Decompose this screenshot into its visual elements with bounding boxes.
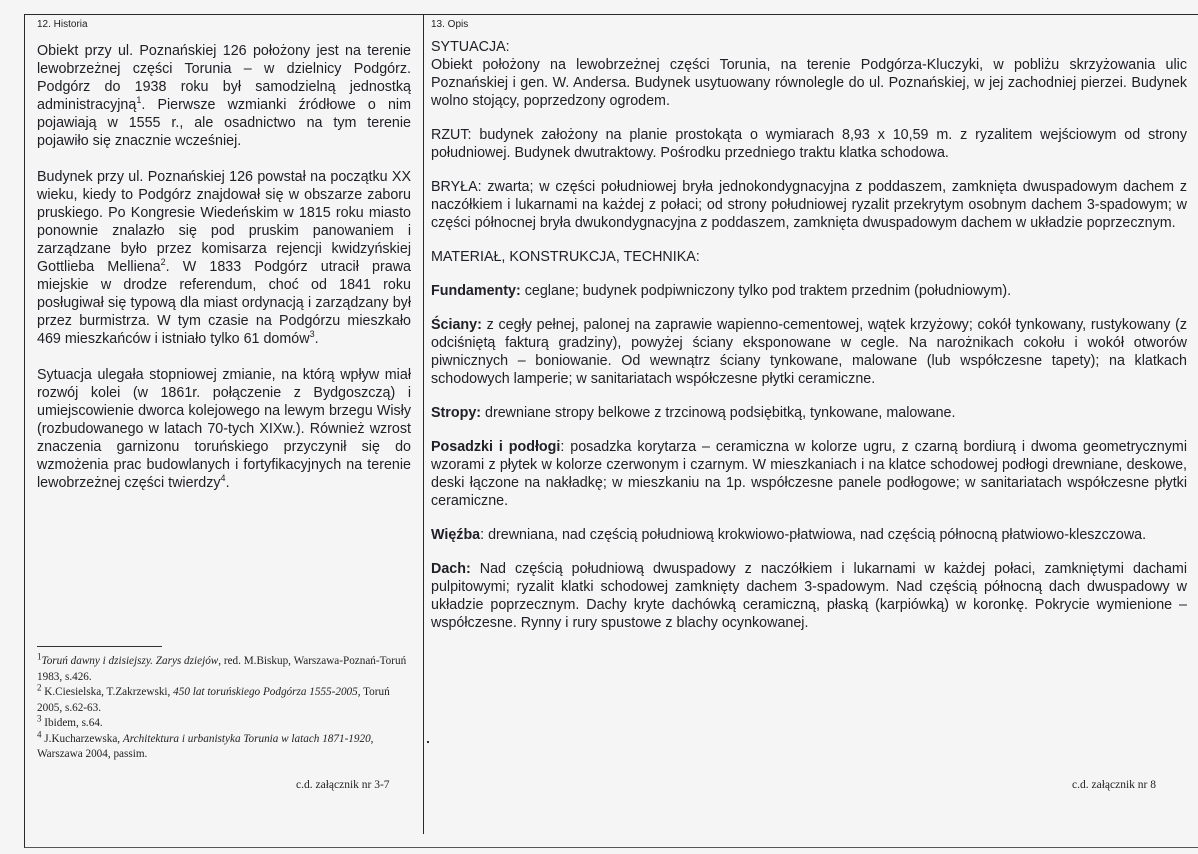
history-paragraph-3: Sytuacja ulegała stopniowej zmianie, na którą wpływ miał rozwój kolei (w 1861r. połączenie z Bydgoszczą) i umiejscowienie dworca kolejowego na lewym brzegu Wisły (rozbudowanego w latach 70-tych XIXw.). Również wzrost znaczenia garnizonu toruńskiego przyczynił się do wzmożenia prac budowlanych i fortyfikacyjnych na terenie lewobrzeżnej części twierdzy$^4$. <box>37 367 411 491</box>
footnotes <box>37 651 412 763</box>
footnote-2: $^2$ K.Ciesielska, T.Zakrzewski, 450 lat toruńskiego Podgórza 1555-2005, Toruń 2005, s.62-63. <box>37 682 390 714</box>
fundamenty-paragraph: Fundamenty: ceglane; budynek podpiwniczony tylko pod traktem przednim (południowym). <box>431 283 1012 299</box>
right-page-note: c.d. załącznik nr 8 <box>1072 779 1156 791</box>
rzut-paragraph: RZUT: budynek założony na planie prostokąta o wymiarach 8,93 x 10,59 m. z ryzalitem wejściowym od strony południowej. Budynek dwutraktowy. Pośrodku przedniego traktu klatka schodowa. <box>431 127 1187 161</box>
sciany-paragraph: Ściany: z cegły pełnej, palonej na zaprawie wapienno-cementowej, wątek krzyżowy; cokół tynkowany, rustykowany (z odciśniętą fakturą gradziny), powyżej ściany eksponowane w cegle. Na narożnikach cokołu i wokół otworów piwnicznych – boniowanie. Od wewnątrz ściany tynkowane, malowane (lub współczesne tapety); na klatkach schodowych lamperie; w sanitariatach współczesne płytki ceramiczne. <box>431 317 1187 387</box>
bryla-paragraph: BRYŁA: zwarta; w części południowej bryła jednokondygnacyjna z poddaszem, zamknięta dwuspadowym dachem z naczółkiem i lukarnami na każdej z połaci; od strony południowej ryzalit przekrytym osobnym dachem 3-spadowym; w części północnej bryła dwukondygnacyjna z poddaszem, zamknięta dwuspadowym dachem w układzie poprzecznym. <box>431 179 1187 231</box>
stray-dot <box>427 741 429 743</box>
history-paragraph-1: Obiekt przy ul. Poznańskiej 126 położony jest na terenie lewobrzeżnej części Torunia – w dzielnicy Podgórz. Podgórz do 1938 roku był samodzielną jednostką administracyjną$^1$. Pierwsze wzmianki źródłowe o nim pojawiają w 1555 r., ale osadnictwo na tym terenie pojawiło się znacznie wcześniej. <box>37 43 411 149</box>
history-body <box>37 42 411 510</box>
sytuacja-heading: SYTUACJA: <box>431 39 510 55</box>
description-column <box>424 14 1196 846</box>
footnote-separator <box>37 646 162 647</box>
footnote-ref-2: 2 <box>160 257 166 268</box>
footnote-3: $^3$ Ibidem, s.64. <box>37 713 103 729</box>
posadzki-paragraph: Posadzki i podłogi: posadzka korytarza – ceramiczna w kolorze ugru, z czarną bordiurą i dwoma geometrycznymi wzorami z płytek w kolorze czerwonym i czarnym. W mieszkaniach i na klatce schodowej podłogi drewniane, deskowe, deski łączone na nakładkę; w mieszkaniu na 1p. współczesne panele podłogowe; w sanitariatach współczesne płytki ceramiczne. <box>431 439 1187 509</box>
wiezba-paragraph: Więźba: drewniana, nad częścią południową krokwiowo-płatwiowa, nad częścią północną płatwiowo-kleszczowa. <box>431 527 1147 543</box>
history-column <box>24 14 423 846</box>
footnote-ref-4: 4 <box>220 473 226 484</box>
history-section-title: 12. Historia <box>37 19 88 30</box>
sytuacja-block <box>431 38 1187 110</box>
description-section-title: 13. Opis <box>431 19 469 30</box>
description-body <box>431 38 1187 648</box>
left-page-note: c.d. załącznik nr 3-7 <box>296 779 390 791</box>
footnote-ref-3: 3 <box>309 329 315 340</box>
footnote-1: $^1$Toruń dawny i dzisiejszy. Zarys dziejów, red. M.Biskup, Warszawa-Poznań-Toruń 1983, s.426. <box>37 651 407 683</box>
dach-paragraph: Dach: Nad częścią południową dwuspadowy z naczółkiem i lukarnami w każdej połaci, zamkniętymi dachami pulpitowymi; ryzalit klatki schodowej zamknięty dachem 3-spadowym. Nad częścią północną dach dwuspadowy w układzie poprzecznym. Dachy kryte dachówką ceramiczną, płaską (karpiówką) w koronkę. Pokrycie wymienione – współczesne. Rynny i rury spustowe z blachy ocynkowanej. <box>431 561 1187 631</box>
material-heading: MATERIAŁ, KONSTRUKCJA, TECHNIKA: <box>431 249 700 265</box>
stropy-paragraph: Stropy: drewniane stropy belkowe z trzcinową podsiębitką, tynkowane, malowane. <box>431 405 956 421</box>
footnote-ref-1: 1 <box>136 95 142 106</box>
footnote-4: $^4$ J.Kucharzewska, Architektura i urbanistyka Torunia w latach 1871-1920, Warszawa 2004, passim. <box>37 728 374 760</box>
sytuacja-text: Obiekt położony na lewobrzeżnej części Torunia, na terenie Podgórza-Kluczyki, w pobliżu skrzyżowania ulic Poznańskiej i gen. W. Andersa. Budynek usytuowany równolegle do ul. Poznańskiej, w jej zachodniej pierzei. Budynek wolno stojący, poprzedzony ogrodem. <box>431 57 1187 109</box>
history-paragraph-2: Budynek przy ul. Poznańskiej 126 powstał na początku XX wieku, kiedy to Podgórz znajdował się w obszarze zaboru pruskiego. Po Kongresie Wiedeńskim w 1815 roku miasto ponownie znalazło się pod pruskim panowaniem i zarządzane było przez komisarza rejencji kwidzyńskiej Gottlieba Melliena$^2$. W 1833 Podgórz utracił prawa miejskie w drodze referendum, choć od 1841 roku posługiwał się typową dla miast ordynacją i zarządzany był przez burmistrza. W tym czasie na Podgórzu mieszkało 469 mieszkańców i istniało tylko 61 domów$^3$. <box>37 169 411 347</box>
